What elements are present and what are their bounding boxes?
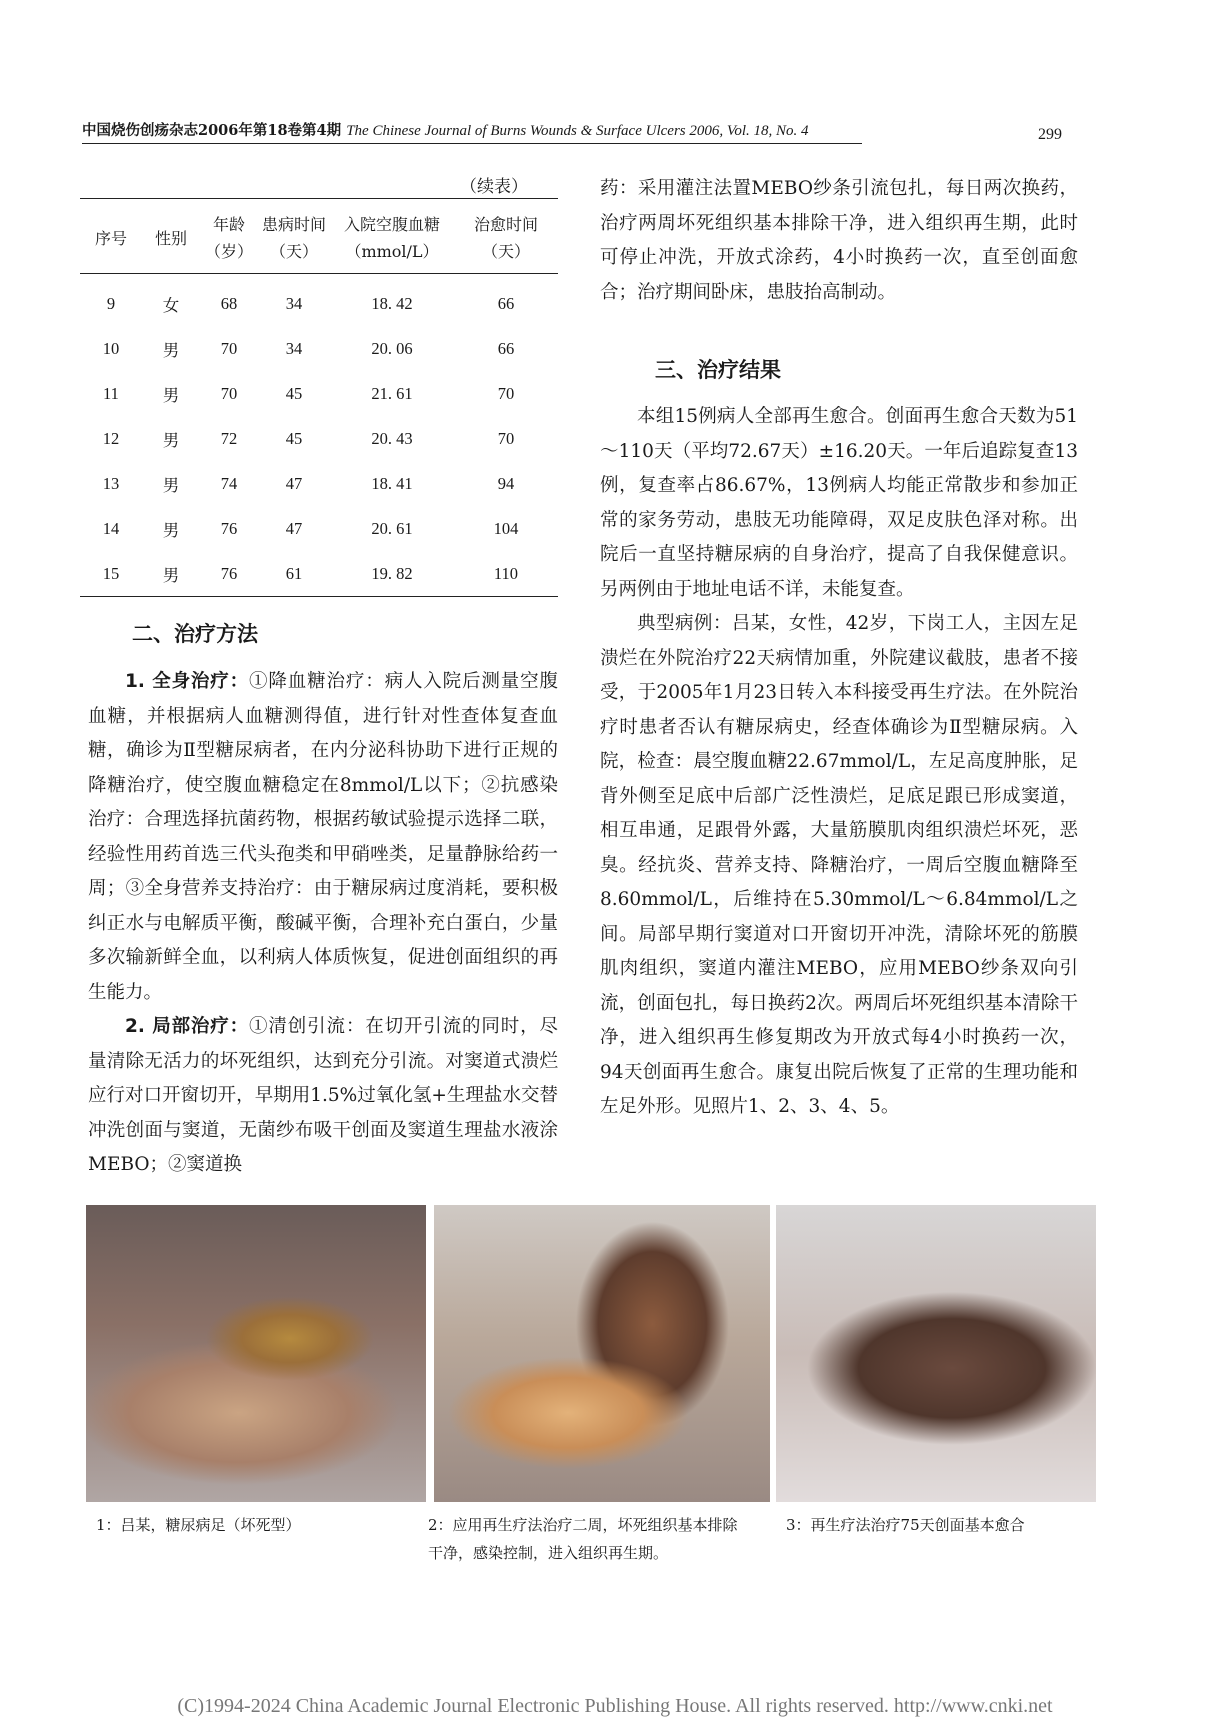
- photo-2-two-weeks-treatment: [434, 1205, 770, 1502]
- col-header: 序号: [80, 199, 142, 274]
- table-row: 11 男 70 45 21. 61 70: [103, 383, 515, 405]
- right-column-continuation: [600, 172, 1078, 310]
- journal-title-en: The Chinese Journal of Burns Wounds & Surface Ulcers 2006, Vol. 18, No. 4: [346, 123, 809, 139]
- table-row: 14 男 76 47 20. 61 104: [102, 518, 519, 540]
- caption-photo-1: 1：吕某，糖尿病足（坏死型）: [96, 1516, 301, 1534]
- col-header: 治愈时间 （天）: [454, 199, 558, 274]
- running-header: [82, 119, 862, 144]
- caption-photo-2: 2：应用再生疗法治疗二周，坏死组织基本排除干净，感染控制，进入组织再生期。: [428, 1516, 738, 1562]
- paragraph-continuation: 药：采用灌注法置MEBO纱条引流包扎，每日两次换药，治疗两周坏死组织基本排除干净，进入组织再生期，此时可停止冲洗，开放式涂药，4小时换药一次，直至创面愈合；治疗期间卧床，患肢抬高制动。: [600, 178, 1078, 303]
- col-header: 性别: [142, 199, 200, 274]
- section-heading-results: 三、治疗结果: [655, 358, 781, 382]
- paragraph-systemic-treatment: 1. 全身治疗：①降血糖治疗：病人入院后测量空腹血糖，并根据病人血糖测得值，进行针对性查体复查血糖，确诊为Ⅱ型糖尿病者，在内分泌科协助下进行正规的降糖治疗，使空腹血糖稳定在8mmol/L以下；②抗感染治疗：合理选择抗菌药物，根据药敏试验提示选择二联，经验性用药首选三代头孢类和甲硝唑类，足量静脉给药一周；③全身营养支持治疗：由于糖尿病过度消耗，要积极纠正水与电解质平衡，酸碱平衡，合理补充白蛋白，少量多次输新鲜全血，以利病人体质恢复，促进创面组织的再生能力。: [88, 671, 558, 1003]
- journal-title-cn: 中国烧伤创疡杂志2006年第18卷第4期: [82, 122, 342, 139]
- paragraph-typical-case: 典型病例：吕某，女性，42岁，下岗工人，主因左足溃烂在外院治疗22天病情加重，外院建议截肢，患者不接受，于2005年1月23日转入本科接受再生疗法。在外院治疗时患者否认有糖尿病史，经查体确诊为Ⅱ型糖尿病。入院，检查：晨空腹血糖22.67mmol/L，左足高度肿胀，足背外侧至足底中后部广泛性溃烂，足底足跟已形成窦道，相互串通，足跟骨外露，大量筋膜肌肉组织溃烂坏死，恶臭。经抗炎、营养支持、降糖治疗，一周后空腹血糖降至8.60mmol/L，后维持在5.30mmol/L～6.84mmol/L之间。局部早期行窦道对口开窗切开冲洗，清除坏死的筋膜肌肉组织，窦道内灌注MEBO，应用MEBO纱条双向引流，创面包扎，每日换药2次。两周后坏死组织基本清除干净，进入组织再生修复期改为开放式每4小时换药一次，94天创面再生愈合。康复出院后恢复了正常的生理功能和左足外形。见照片1、2、3、4、5。: [600, 613, 1078, 1117]
- col-header: 入院空腹血糖 （mmol/L）: [330, 199, 454, 274]
- section-heading-methods: 二、治疗方法: [132, 622, 258, 646]
- col-header: 年龄 （岁）: [200, 199, 258, 274]
- page-number: 299: [1038, 126, 1062, 143]
- caption-photo-3: 3：再生疗法治疗75天创面基本愈合: [786, 1516, 1025, 1534]
- table-row: 12 男 72 45 20. 43 70: [102, 428, 515, 450]
- paragraph-results: 本组15例病人全部再生愈合。创面再生愈合天数为51～110天（平均72.67天）±16.20天。一年后追踪复查13例，复查率占86.67%，13例病人均能正常散步和参加正常的家务劳动，患肢无功能障碍，双足皮肤色泽对称。出院后一直坚持糖尿病的自身治疗，提高了自我保健意识。另两例由于地址电话不详，未能复查。: [600, 406, 1078, 600]
- copyright-footer: (C)1994-2024 China Academic Journal Electronic Publishing House. All rights reserved. http://www.cnki.net: [177, 1695, 1053, 1717]
- table-header-row: [80, 199, 558, 274]
- table-row: 15 男 76 61 19. 82 110: [102, 563, 519, 585]
- table-row: 9 女 68 34 18. 42 66: [106, 293, 515, 315]
- table-row: 13 男 74 47 18. 41 94: [102, 473, 515, 495]
- photo-3-day-75-healing: [776, 1205, 1096, 1502]
- table-row: 10 男 70 34 20. 06 66: [102, 338, 515, 360]
- photo-1-necrotic-foot: [86, 1205, 426, 1502]
- right-column-results: [600, 400, 1078, 1125]
- table-continued-label: （续表）: [460, 177, 528, 197]
- col-header: 患病时间 （天）: [258, 199, 330, 274]
- patient-table: [80, 198, 558, 597]
- paragraph-local-treatment: 2. 局部治疗：①清创引流：在切开引流的同时，尽量清除无活力的坏死组织，达到充分引流。对窦道式溃烂应行对口开窗切开，早期用1.5%过氧化氢+生理盐水交替冲洗创面与窦道，无菌纱布吸干创面及窦道生理盐水液涂MEBO；②窦道换: [88, 1016, 558, 1175]
- left-column-text: [88, 665, 558, 1183]
